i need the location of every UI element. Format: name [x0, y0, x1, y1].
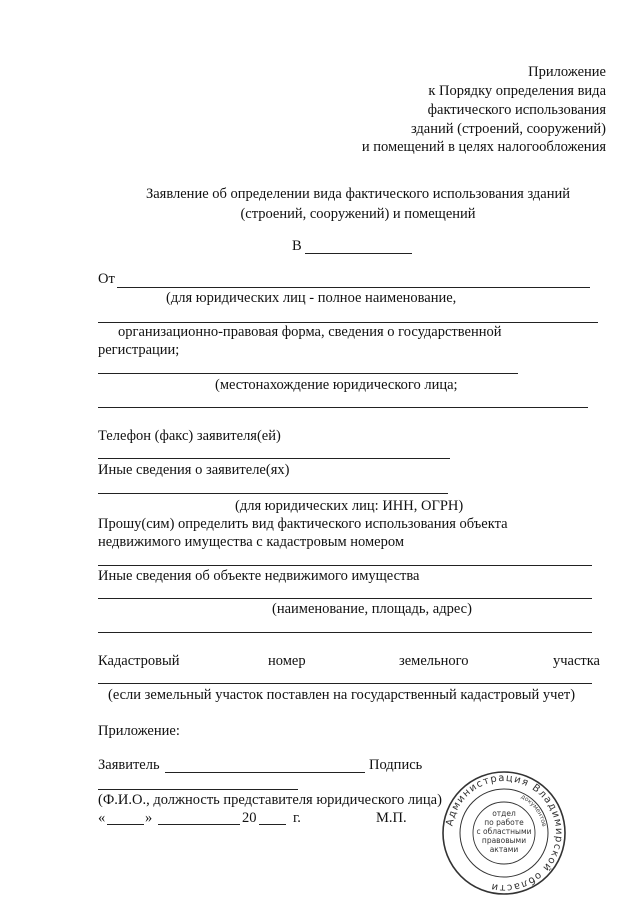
other-applicant-label: Иные сведения о заявителе(ях) — [98, 462, 290, 478]
request-line-2: недвижимого имущества с кадастровым номером — [98, 534, 405, 550]
hint-fio: (Ф.И.О., должность представителя юридического лица) — [98, 792, 442, 808]
location-field-line — [98, 407, 588, 408]
attachment-label: Приложение: — [98, 723, 180, 739]
document-title-line-1: Заявление об определении вида фактического использования зданий — [145, 186, 570, 202]
fio-field-line — [98, 789, 298, 790]
hint-object: (наименование, площадь, адрес) — [272, 601, 472, 617]
hint-inn: (для юридических лиц: ИНН, ОГРН) — [235, 498, 464, 514]
cadastral-word-1: Кадастровый — [98, 653, 180, 669]
stamp-center-line-2: по работе — [484, 818, 524, 827]
registration-field-line — [98, 373, 518, 374]
document-title-line-2: (строений, сооружений) и помещений — [240, 206, 476, 222]
hint-location: (местонахождение юридического лица; — [215, 377, 458, 393]
addressee-field-line — [305, 253, 412, 254]
object-details-field-line — [98, 632, 592, 633]
from-label: От — [98, 271, 115, 287]
signature-label: Подпись — [369, 757, 423, 773]
hint-land: (если земельный участок поставлен на государственный кадастровый учет) — [108, 687, 576, 703]
seal-label: М.П. — [376, 810, 407, 826]
date-year-suffix: г. — [293, 810, 301, 826]
date-close-quote: » — [145, 810, 153, 826]
stamp-center-line-5: актами — [489, 845, 519, 854]
cadastral-word-3: земельного — [399, 653, 469, 669]
date-year-prefix: 20 — [242, 810, 257, 826]
stamp-center-line-3: с областными — [476, 827, 532, 836]
date-open-quote: « — [98, 810, 106, 826]
cadastral-word-4: участка — [552, 653, 600, 669]
other-applicant-field-line — [98, 493, 448, 494]
hint-legal-name: (для юридических лиц - полное наименование, — [166, 290, 457, 306]
appendix-header-line-3: фактического использования — [427, 102, 606, 118]
date-day-field-line — [107, 824, 144, 825]
request-line-1: Прошу(сим) определить вид фактического использования объекта — [98, 516, 508, 532]
appendix-header-line-5: и помещений в целях налогообложения — [361, 139, 606, 155]
other-object-field-line — [98, 598, 592, 599]
org-form-line-1: организационно-правовая форма, сведения о государственной — [118, 324, 502, 340]
from-field-line — [117, 287, 590, 288]
stamp-center-line-1: отдел — [492, 809, 516, 818]
phone-label: Телефон (факс) заявителя(ей) — [98, 428, 281, 444]
legal-name-field-line — [98, 322, 598, 323]
appendix-header-line-4: зданий (строений, сооружений) — [410, 121, 606, 137]
org-form-line-2: регистрации; — [98, 342, 180, 358]
stamp-center-line-4: правовыми — [481, 836, 527, 845]
applicant-field-line — [165, 772, 365, 773]
land-plot-field-line — [98, 683, 592, 684]
official-stamp — [441, 770, 567, 896]
stamp-inner-ring-text: документов — [519, 793, 548, 828]
phone-field-line — [98, 458, 450, 459]
cadastral-number-field-line — [98, 565, 592, 566]
addressee-prefix: В — [292, 238, 302, 254]
cadastral-word-2: номер — [268, 653, 306, 669]
date-year-field-line — [259, 824, 286, 825]
appendix-header-line-1: Приложение — [528, 64, 606, 80]
appendix-header-line-2: к Порядку определения вида — [428, 83, 606, 99]
applicant-label: Заявитель — [98, 757, 160, 773]
stamp-ring-text: Администрация Владимирской области — [444, 772, 565, 894]
date-month-field-line — [158, 824, 240, 825]
other-object-label: Иные сведения об объекте недвижимого имущества — [98, 568, 420, 584]
